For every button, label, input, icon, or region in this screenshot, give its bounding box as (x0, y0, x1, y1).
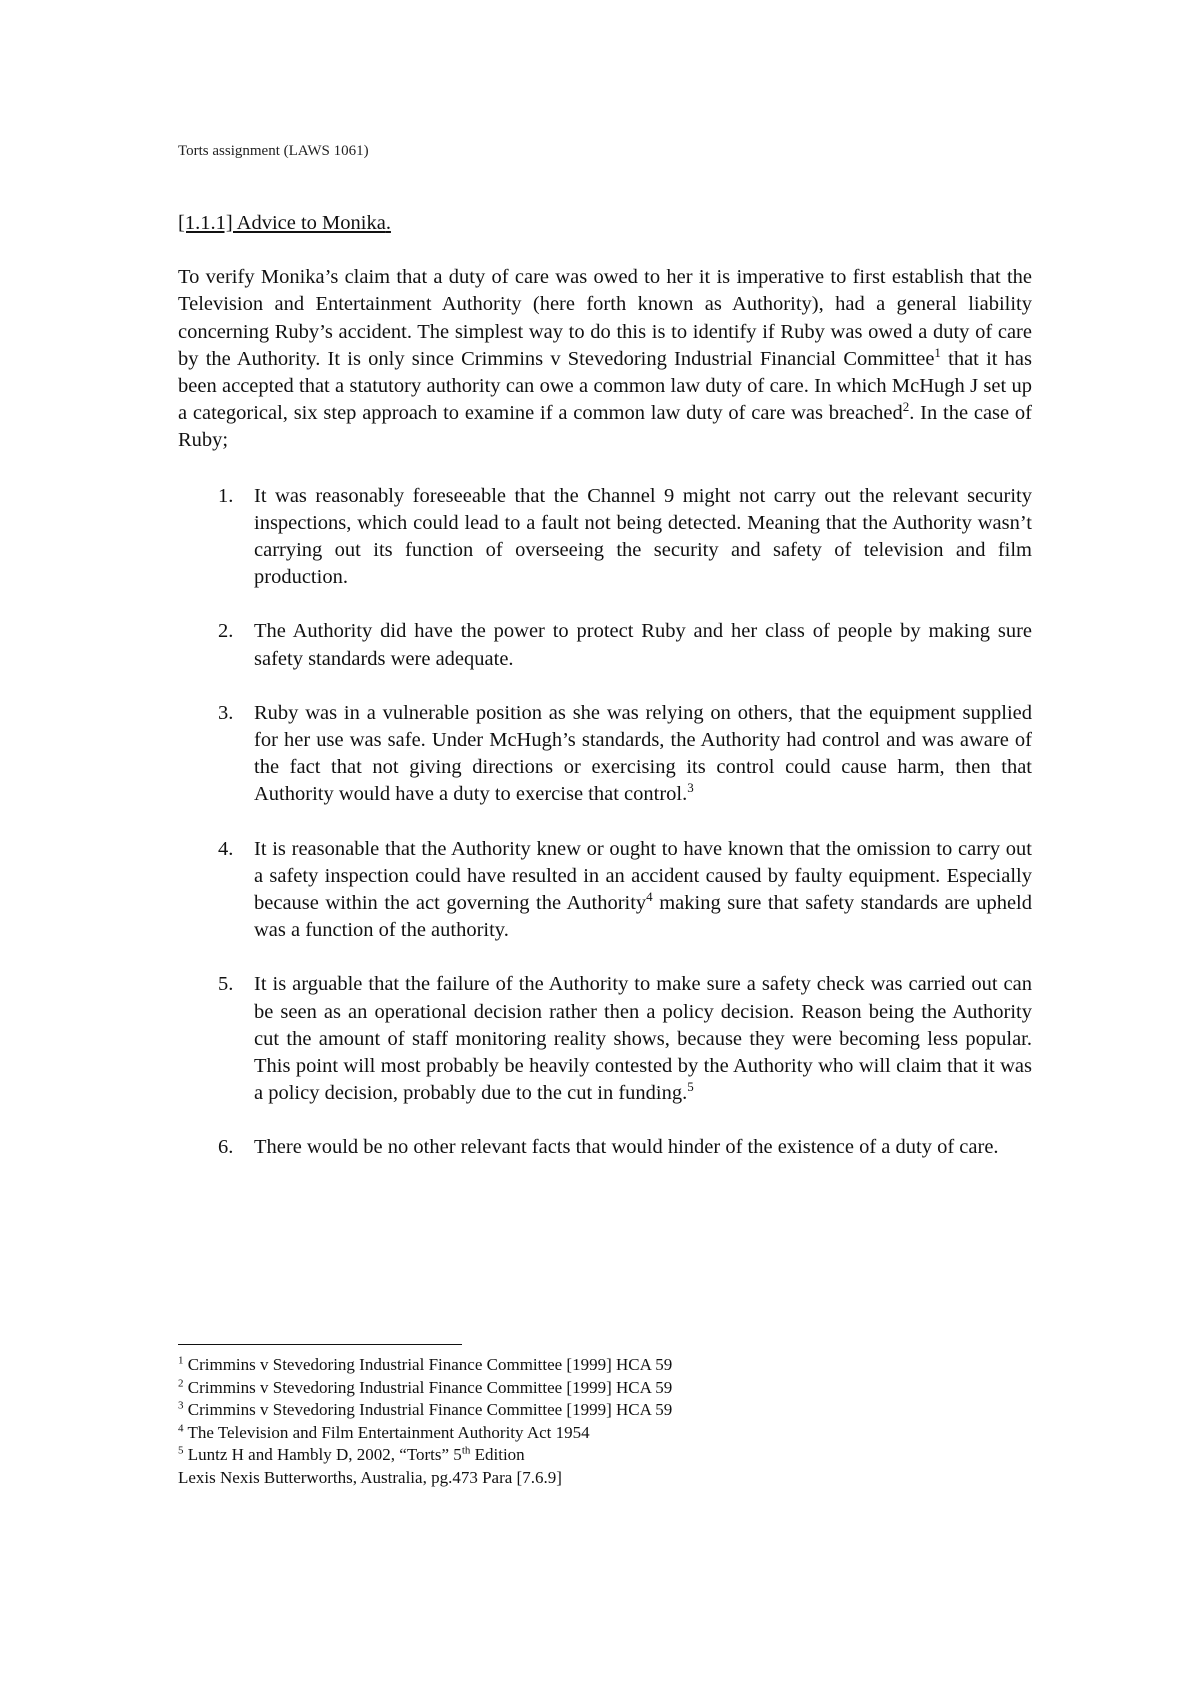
footnote-3 (178, 1399, 1032, 1422)
footnote-ref-5: 5 (687, 1079, 694, 1095)
intro-text-1: To verify Monika’s claim that a duty of care was owed to her it is imperative to first establish that the Television and Entertainment Authority (here forth known as Authority), had a general liability concerning Ruby’s accident. The simplest way to do this is to identify if Ruby was owed a duty of care by the Authority. It is only since Crimmins v Stevedoring Industrial Financial Committee (178, 266, 1032, 370)
list-item-text-after: making sure that safety standards are upheld was a function of the authority. (254, 892, 1032, 942)
list-number: 6. (218, 1136, 234, 1159)
list-item-text: The Authority did have the power to protect Ruby and her class of people by making sure safety standards were adequate. (254, 620, 1032, 670)
intro-paragraph (178, 264, 1032, 454)
footnote-text: Crimmins v Stevedoring Industrial Finance Committee [1999] HCA 59 (183, 1355, 673, 1374)
list-item (178, 483, 1032, 592)
footnote-ref-3: 3 (687, 780, 694, 796)
section-heading-text: [1.1.1] Advice to Monika (178, 212, 386, 234)
intro-text-2: that it has been accepted that a statutory authority can owe a common law duty of care. In which McHugh J set up a categorical, six step approach to examine if a common law duty of care was breached (178, 347, 1032, 425)
footnote-4 (178, 1422, 1032, 1445)
list-item-text: There would be no other relevant facts that would hinder of the existence of a duty of care. (254, 1136, 999, 1159)
body-content (178, 210, 1032, 1189)
intro-text-3: . In the case of Ruby; (178, 402, 1032, 452)
footnote-ref-1: 1 (934, 344, 941, 360)
footnote-marker: 1 (178, 1354, 184, 1367)
footnote-text: Crimmins v Stevedoring Industrial Finance Committee [1999] HCA 59 (183, 1400, 673, 1419)
list-item-text: It was reasonably foreseeable that the Channel 9 might not carry out the relevant security inspections, which could lead to a fault not being detected. Meaning that the Authority wasn’t carrying out its function of overseeing the security and safety of television and film production. (254, 484, 1032, 589)
footnote-text-after: Edition (470, 1445, 525, 1464)
list-number: 2. (218, 620, 234, 643)
footnote-divider (178, 1344, 462, 1345)
footnote-marker: 2 (178, 1376, 184, 1389)
list-number: 4. (218, 837, 234, 860)
list-number: 3. (218, 701, 234, 724)
list-number: 5. (218, 973, 234, 996)
footnote-1 (178, 1354, 1032, 1377)
list-item (178, 836, 1032, 945)
footnote-5 (178, 1444, 1032, 1467)
running-header: Torts assignment (LAWS 1061) (178, 143, 369, 159)
footnote-text: The Television and Film Entertainment Authority Act 1954 (183, 1422, 590, 1442)
six-step-list (178, 483, 1032, 1162)
footnote-marker: 4 (178, 1421, 184, 1434)
list-number: 1. (218, 484, 234, 507)
footnote-ref-2: 2 (902, 399, 910, 415)
list-item (178, 618, 1032, 672)
footnote-5-continuation: Lexis Nexis Butterworths, Australia, pg.473 Para [7.6.9] (178, 1467, 562, 1487)
footnotes (178, 1344, 1032, 1489)
footnote-text: Crimmins v Stevedoring Industrial Finance Committee [1999] HCA 59 (183, 1377, 673, 1397)
footnote-marker: 3 (178, 1399, 184, 1412)
footnote-ordinal-suffix: th (461, 1444, 471, 1457)
list-item (178, 700, 1032, 809)
list-item-text: Ruby was in a vulnerable position as she was relying on others, that the equipment supplied for her use was safe. Under McHugh’s standards, the Authority had control and was aware of the fact that not giving directions or exercising its control could cause harm, then that Authority would have a duty to exercise that control. (254, 701, 1032, 806)
list-item (178, 971, 1032, 1107)
section-heading-period: . (385, 212, 391, 234)
footnote-2 (178, 1377, 1032, 1400)
list-item-text: It is arguable that the failure of the Authority to make sure a safety check was carried out can be seen as an operational decision rather then a policy decision. Reason being the Authority cut the amount of staff monitoring reality shows, because they were becoming less popular. This point will most probably be heavily contested by the Authority who will claim that it was a policy decision, probably due to the cut in funding. (254, 973, 1032, 1105)
section-heading (178, 210, 1032, 237)
footnote-text: Luntz H and Hambly D, 2002, “Torts” 5 (183, 1445, 462, 1464)
list-item (178, 1134, 1032, 1161)
list-item-text: It is reasonable that the Authority knew or ought to have known that the omission to carry out a safety inspection could have resulted in an accident caused by faulty equipment. Especially because within the act governing the Authority (254, 837, 1032, 915)
footnote-ref-4: 4 (646, 889, 653, 905)
footnote-marker: 5 (178, 1444, 184, 1457)
